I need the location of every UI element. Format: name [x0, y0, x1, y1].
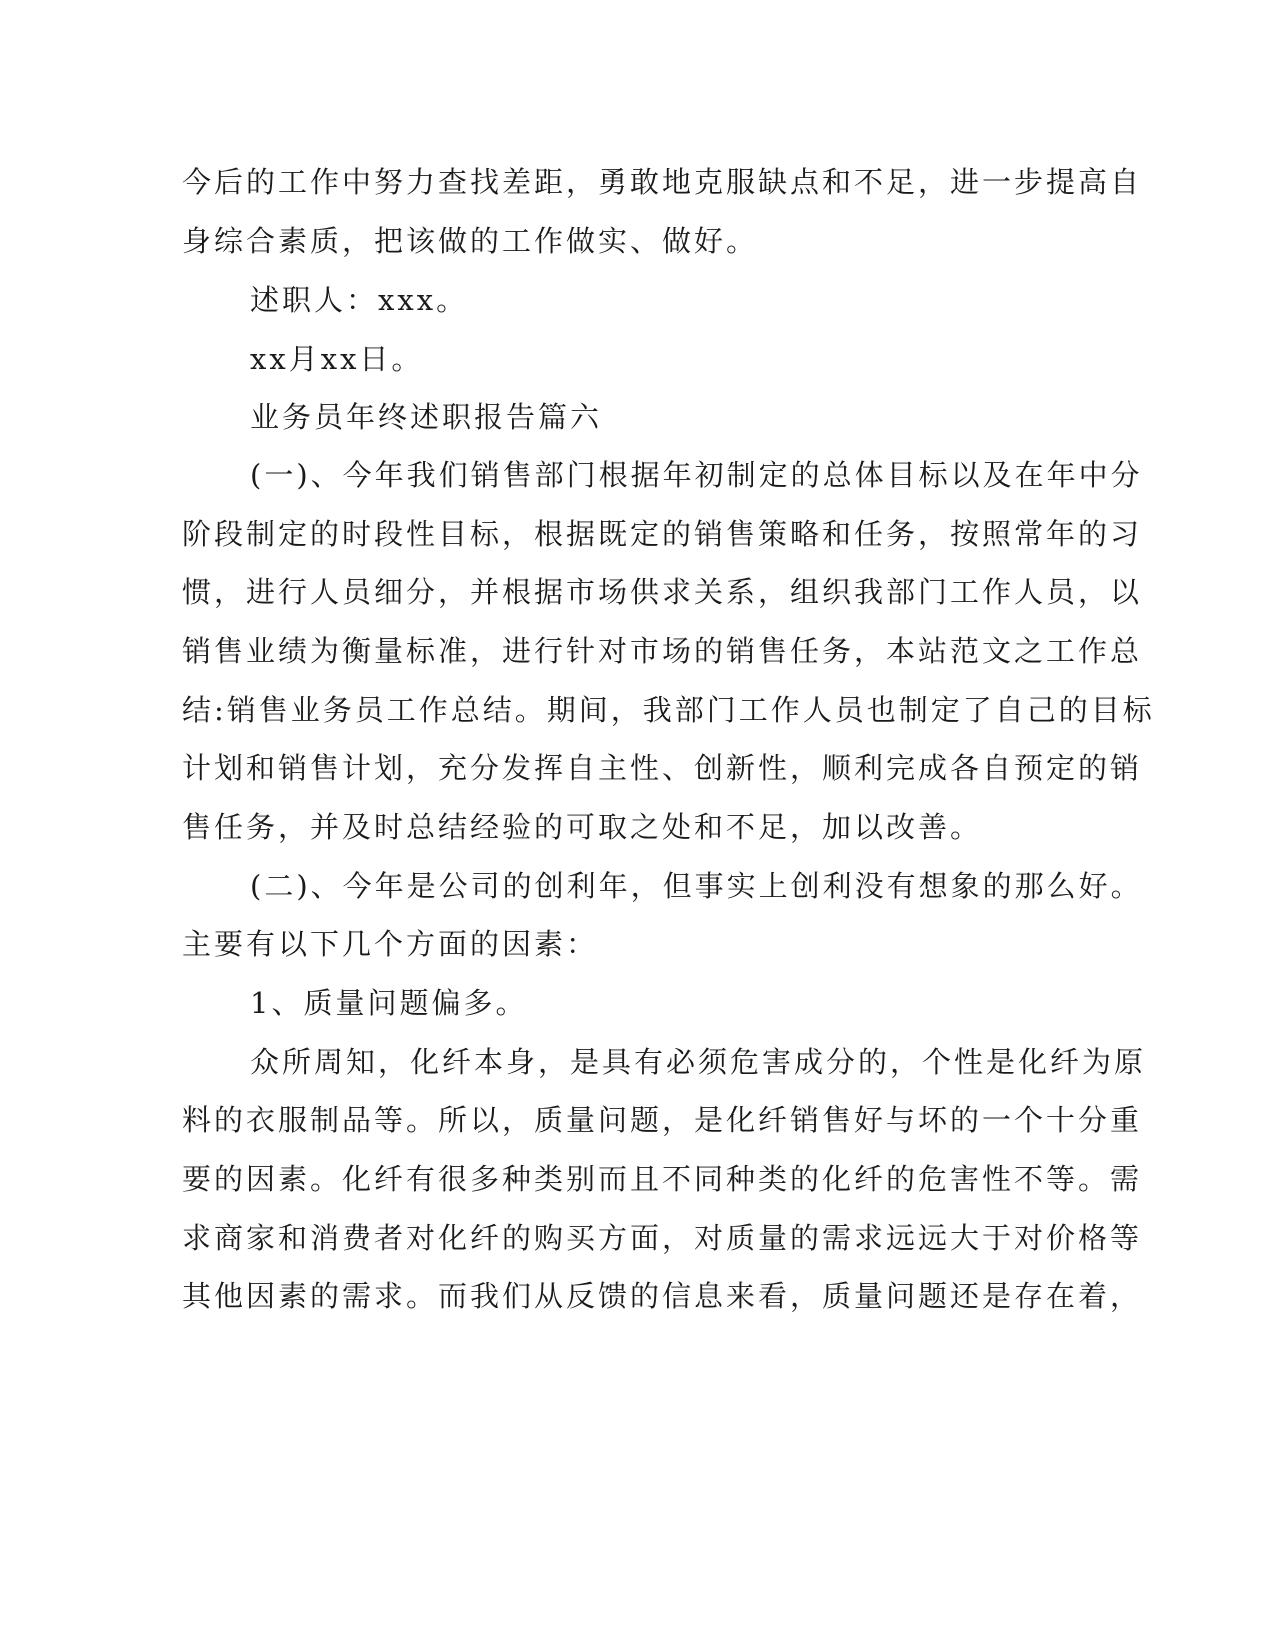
paragraph-line: 身综合素质，把该做的工作做实、做好。	[182, 224, 759, 258]
paragraph-line: 惯，进行人员细分，并根据市场供求关系，组织我部门工作人员，以	[182, 575, 1143, 609]
paragraph-line: 求商家和消费者对化纤的购买方面，对质量的需求远远大于对价格等	[182, 1221, 1143, 1255]
paragraph-line: 今后的工作中努力查找差距，勇敢地克服缺点和不足，进一步提高自	[182, 165, 1143, 199]
paragraph-line: 阶段制定的时段性目标，根据既定的销售策略和任务，按照常年的习	[182, 517, 1143, 551]
signature-line: 述职人：xxx。	[250, 283, 469, 317]
list-item: 1、质量问题偏多。	[250, 986, 528, 1020]
paragraph-line: (二)、今年是公司的创利年，但事实上创利没有想象的那么好。	[250, 869, 1143, 903]
paragraph-line: 结:销售业务员工作总结。期间，我部门工作人员也制定了自己的目标	[182, 693, 1155, 727]
paragraph-line: 料的衣服制品等。所以，质量问题，是化纤销售好与坏的一个十分重	[182, 1103, 1143, 1137]
date-line: xx月xx日。	[250, 342, 424, 376]
paragraph-line: 计划和销售计划，充分发挥自主性、创新性，顺利完成各自预定的销	[182, 751, 1143, 785]
paragraph-line: 销售业绩为衡量标准，进行针对市场的销售任务，本站范文之工作总	[182, 634, 1143, 668]
paragraph-line: 众所周知，化纤本身，是具有必须危害成分的，个性是化纤为原	[250, 1045, 1147, 1079]
section-heading: 业务员年终述职报告篇六	[250, 400, 603, 434]
paragraph-line: (一)、今年我们销售部门根据年初制定的总体目标以及在年中分	[250, 458, 1143, 492]
paragraph-line: 主要有以下几个方面的因素：	[182, 927, 599, 961]
paragraph-line: 其他因素的需求。而我们从反馈的信息来看，质量问题还是存在着，	[182, 1279, 1143, 1313]
paragraph-line: 要的因素。化纤有很多种类别而且不同种类的化纤的危害性不等。需	[182, 1162, 1143, 1196]
paragraph-line: 售任务，并及时总结经验的可取之处和不足，加以改善。	[182, 810, 983, 844]
